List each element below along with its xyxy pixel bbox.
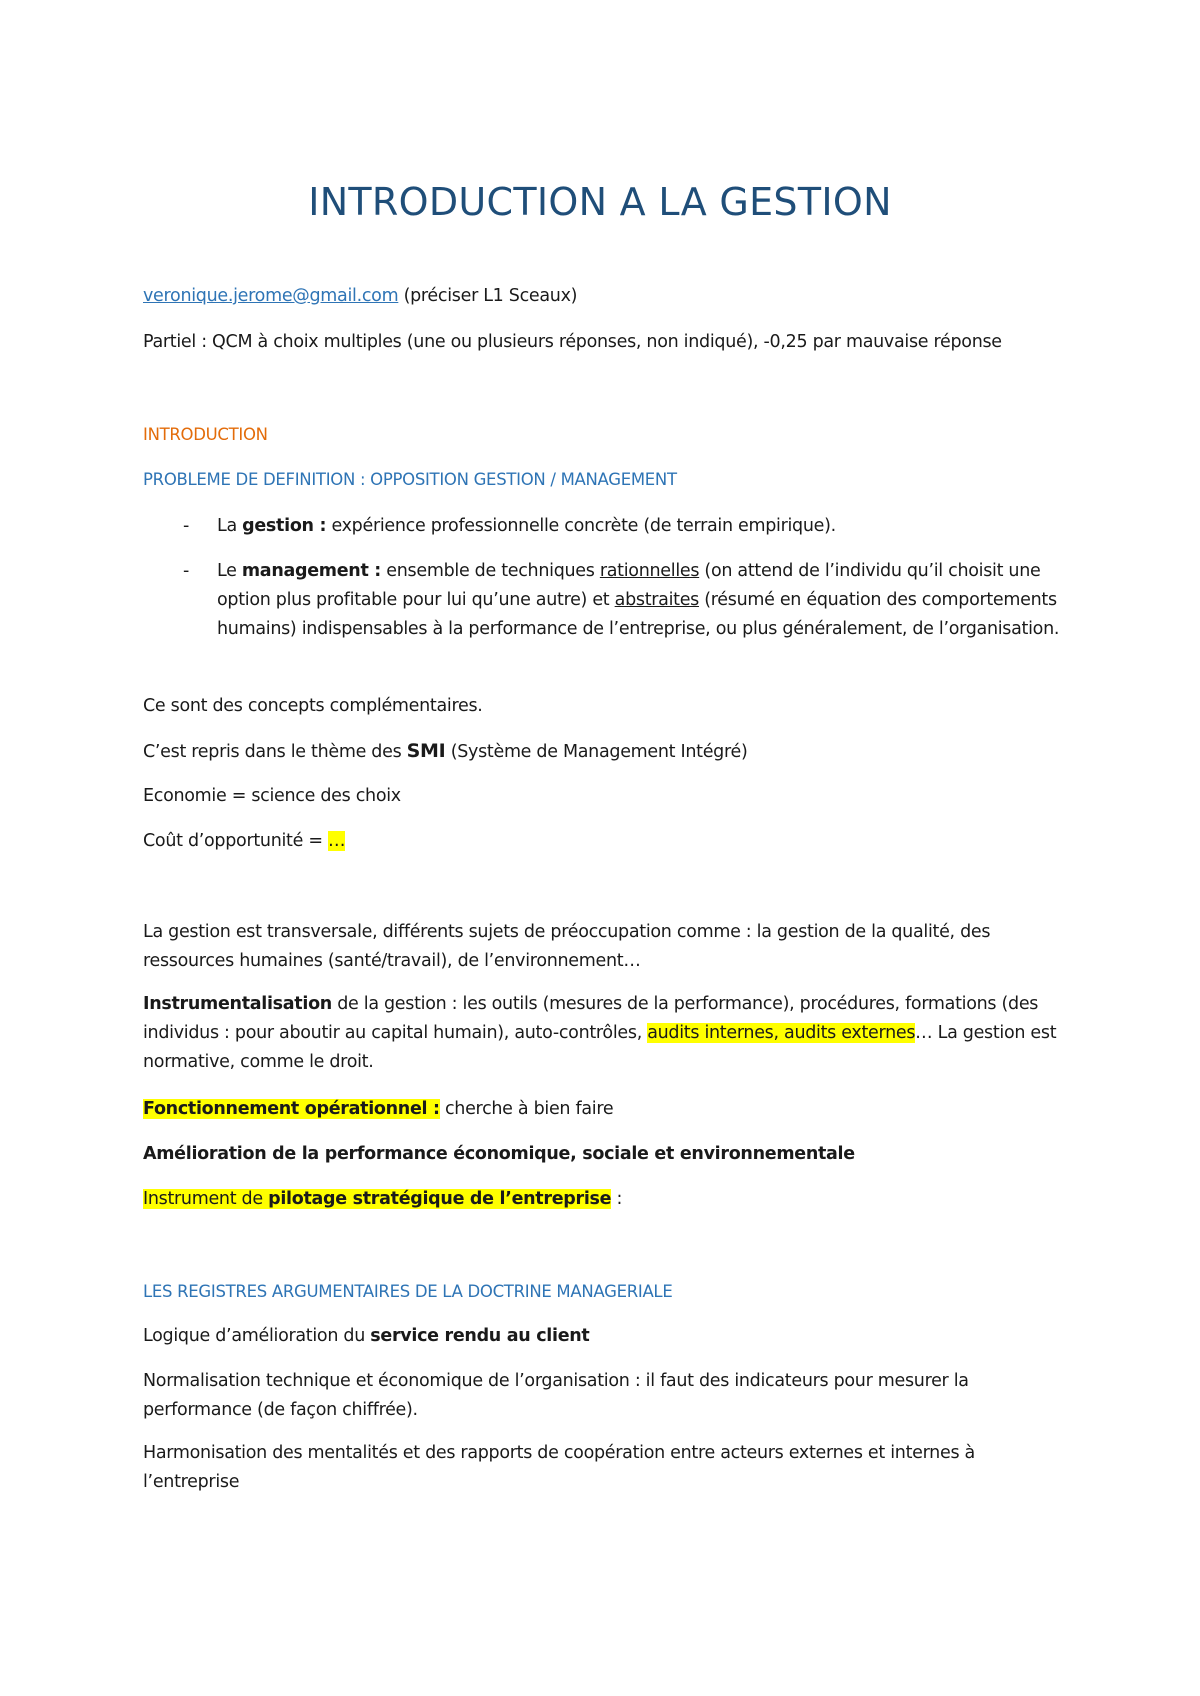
bullet-prefix: La (217, 516, 243, 536)
transversale-paragraph: La gestion est transversale, différents sujets de préoccupation comme : la gestion de la qualité, des ressources humaines (santé/travail), de l’environnement… (143, 922, 991, 971)
underlined-rationnelles: rationnelles (599, 561, 700, 581)
bullet-prefix: Le (217, 561, 242, 581)
logique-prefix: Logique d’amélioration du (143, 1326, 371, 1346)
smi-suffix: (Système de Management Intégré) (445, 742, 748, 762)
cout-line (143, 827, 1063, 856)
normalisation-paragraph: Normalisation technique et économique de l’organisation : il faut des indicateurs pour mesurer la performance (de façon chiffrée). (143, 1371, 969, 1420)
term-management: management : (241, 561, 382, 581)
contact-line (143, 282, 1063, 311)
pilotage-line (143, 1185, 1063, 1214)
page-title: INTRODUCTION A LA GESTION (308, 180, 892, 224)
highlight-audits: audits internes, audits externes (647, 1023, 916, 1043)
instrumentalisation-paragraph (143, 990, 1063, 1077)
logique-line (143, 1322, 1063, 1351)
economie-line: Economie = science des choix (143, 786, 401, 806)
fonctionnement-text: cherche à bien faire (439, 1099, 614, 1119)
bullet-text: ensemble de techniques (381, 561, 600, 581)
term-service-client: service rendu au client (370, 1326, 590, 1346)
bullet-text: (on attend de l’individu qu’il choisit une option plus profitable pour lui qu’une autre) et (217, 561, 1041, 610)
cout-prefix: Coût d’opportunité = (143, 831, 328, 851)
section-heading-probleme: PROBLEME DE DEFINITION : OPPOSITION GESTION / MANAGEMENT (143, 470, 677, 489)
underlined-abstraites: abstraites (614, 590, 699, 610)
section-heading-introduction: INTRODUCTION (143, 425, 268, 444)
smi-line (143, 737, 1063, 767)
concepts-line: Ce sont des concepts complémentaires. (143, 696, 483, 716)
highlight-pilotage (143, 1189, 611, 1209)
bullet-dash: - (183, 561, 190, 581)
contact-note: (préciser L1 Sceaux) (398, 286, 578, 306)
term-instrumentalisation: Instrumentalisation (143, 994, 332, 1014)
highlight-fonctionnement: Fonctionnement opérationnel : (143, 1099, 440, 1119)
partiel-line: Partiel : QCM à choix multiples (une ou plusieurs réponses, non indiqué), -0,25 par mauvaise réponse (143, 332, 1002, 352)
section-heading-registres: LES REGISTRES ARGUMENTAIRES DE LA DOCTRINE MANAGERIALE (143, 1282, 673, 1301)
term-smi: SMI (406, 740, 446, 762)
email-link[interactable]: veronique.jerome@gmail.com (143, 286, 399, 306)
highlight-ellipsis: … (327, 831, 346, 851)
amelioration-bold: Amélioration de la performance économique, sociale et environnementale (143, 1144, 855, 1164)
bullet-text: expérience professionnelle concrète (de terrain empirique). (326, 516, 836, 536)
bullet-management (217, 557, 1062, 644)
pilotage-prefix: Instrument de (143, 1189, 269, 1209)
bullet-text: (résumé en équation des comportements humains) indispensables à la performance de l’entreprise, ou plus généralement, de l’organisation. (217, 590, 1060, 639)
bullet-dash: - (183, 516, 190, 536)
paragraph-text: de la gestion : les outils (mesures de la performance), procédures, formations (des individus : pour aboutir au capital humain), auto-contrôles, (143, 994, 1039, 1043)
term-gestion: gestion : (242, 516, 327, 536)
term-pilotage: pilotage stratégique de l’entreprise (268, 1189, 612, 1209)
fonctionnement-line (143, 1095, 1063, 1124)
paragraph-text: … La gestion est normative, comme le droit. (143, 1023, 1057, 1072)
harmonisation-paragraph: Harmonisation des mentalités et des rapports de coopération entre acteurs externes et internes à l’entreprise (143, 1443, 975, 1492)
amelioration-line (143, 1140, 1063, 1169)
smi-prefix: C’est repris dans le thème des (143, 742, 407, 762)
pilotage-suffix: : (611, 1189, 623, 1209)
bullet-gestion (217, 512, 1062, 541)
